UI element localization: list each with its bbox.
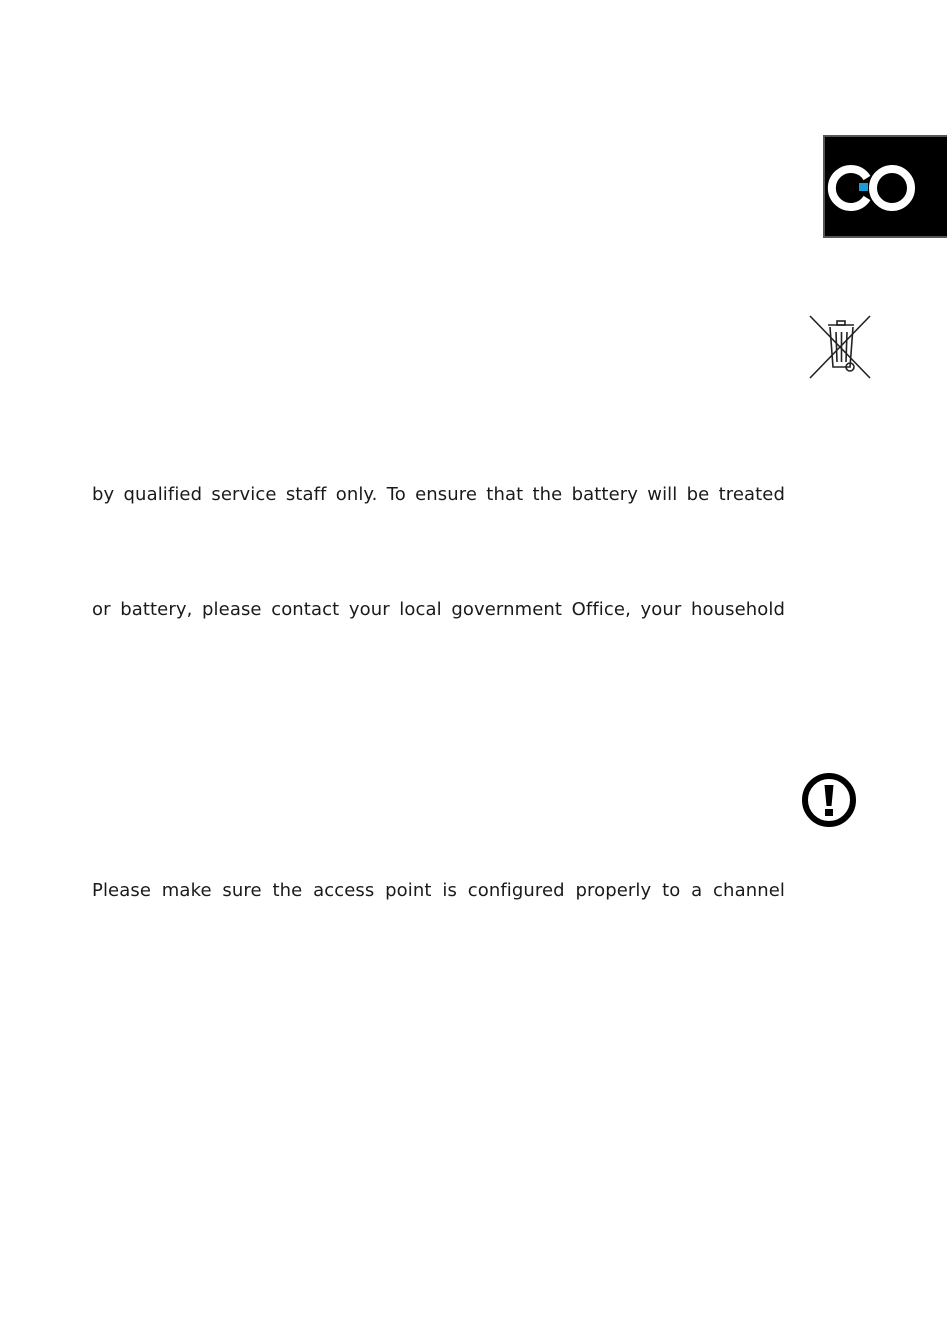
body-text-line: Please make sure the access point is configured properly to a channel <box>92 880 785 901</box>
body-text-line: or battery, please contact your local government Office, your household <box>92 599 785 620</box>
crossed-out-bin-icon <box>806 312 874 382</box>
body-text-line: by qualified service staff only. To ensure that the battery will be treated <box>92 484 785 505</box>
go-logo-icon <box>823 135 947 238</box>
exclamation-warning-icon <box>800 771 858 829</box>
